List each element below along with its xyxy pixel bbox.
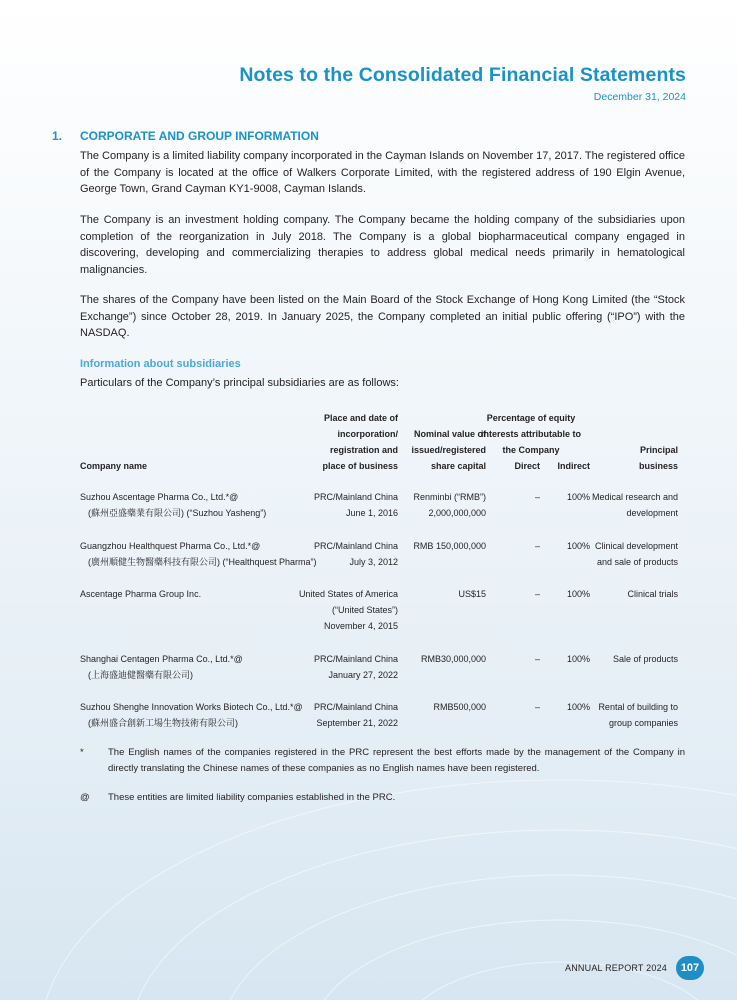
cell-nominal (376, 489, 486, 521)
footnote (80, 745, 685, 777)
intro-text: Particulars of the Company’s principal subsidiaries are as follows: (80, 377, 399, 389)
business-line: Sale of products (612, 654, 678, 664)
cell-indirect: 100% (566, 541, 590, 551)
cell-nominal (376, 586, 486, 602)
paragraph-listing: The shares of the Company have been listed on the Main Board of the Stock Exchange of Hong Kong Limited (the “Stock Exchange”) since October 28, 2019. In January 2025, the Company completed an initial public offering (“IPO”) with the NASDAQ. (80, 294, 685, 340)
cell-direct: – (534, 654, 540, 664)
table-row (80, 538, 678, 586)
header-nominal-line: issued/registered (411, 445, 486, 455)
company-name-en: Shanghai Centagen Pharma Co., Ltd.*@ (80, 654, 243, 664)
subheading-subsidiaries: Information about subsidiaries (80, 358, 241, 370)
business-line: group companies (608, 718, 678, 728)
footnote-text: These entities are limited liability companies established in the PRC. (108, 792, 396, 803)
place-line: PRC/Mainland China (313, 492, 398, 502)
table-header (80, 410, 678, 474)
footnote-text: The English names of the companies registered in the PRC represent the best efforts made by the management of the Company in directly translating the Chinese names of these companies as no English names have been registered. (108, 747, 685, 774)
header-business-line: business (638, 461, 678, 471)
header-equity-line: Percentage of equity (486, 413, 576, 423)
company-name-cn: (蘇州盛合創新工場生物技術有限公司) (88, 718, 238, 728)
date-line: November 4, 2015 (323, 621, 398, 631)
header-business (588, 442, 678, 474)
paragraph-business: The Company is an investment holding company. The Company became the holding company of the subsidiaries upon completion of the reorganization in July 2018. The Company is a global biopharmaceutical company engaged in discovering, developing and commercializing therapies to address global medical needs primarily in hematological malignancies. (80, 214, 685, 276)
cell-indirect: 100% (566, 492, 590, 502)
place-line: (“United States”) (331, 605, 398, 615)
place-line: PRC/Mainland China (313, 541, 398, 551)
footnote-mark: * (80, 747, 84, 758)
company-name-en: Guangzhou Healthquest Pharma Co., Ltd.*@ (80, 541, 261, 551)
cell-business (588, 538, 678, 570)
cell-nominal (376, 699, 486, 715)
company-name-cn: (蘇州亞盛藥業有限公司) (“Suzhou Yasheng”) (88, 508, 267, 518)
cell-nominal (376, 651, 486, 667)
cell-direct: – (534, 492, 540, 502)
nominal-line: 2,000,000,000 (428, 508, 486, 518)
section-heading (52, 129, 319, 143)
header-business-line: Principal (639, 445, 678, 455)
place-line: PRC/Mainland China (313, 702, 398, 712)
nominal-line: US$15 (458, 589, 486, 599)
company-name-en: Suzhou Ascentage Pharma Co., Ltd.*@ (80, 492, 239, 502)
cell-direct: – (534, 702, 540, 712)
business-line: development (626, 508, 678, 518)
page-number-badge: 107 (676, 956, 704, 980)
page-date: December 31, 2024 (593, 91, 686, 103)
place-line: PRC/Mainland China (313, 654, 398, 664)
date-line: January 27, 2022 (328, 670, 398, 680)
company-name-cn: (廣州順健生物醫藥科技有限公司) (“Healthquest Pharma”) (88, 557, 317, 567)
date-line: June 1, 2016 (345, 508, 398, 518)
cell-business (588, 586, 678, 602)
footnote-mark: @ (80, 792, 90, 803)
header-nominal-line: share capital (430, 461, 486, 471)
header-indirect: Indirect (557, 461, 590, 471)
nominal-line: RMB500,000 (433, 702, 486, 712)
header-place-line: Place and date of (323, 413, 398, 423)
cell-business (588, 489, 678, 521)
date-line: September 21, 2022 (316, 718, 398, 728)
section-number: 1. (52, 129, 63, 143)
cell-indirect: 100% (566, 589, 590, 599)
header-nominal (376, 426, 486, 474)
date-line: July 3, 2012 (349, 557, 398, 567)
company-name-en: Ascentage Pharma Group Inc. (80, 589, 202, 599)
nominal-line: RMB 150,000,000 (413, 541, 486, 551)
cell-business (588, 699, 678, 731)
header-equity (476, 410, 586, 458)
cell-business (588, 651, 678, 667)
cell-direct: – (534, 589, 540, 599)
company-name-en: Suzhou Shenghe Innovation Works Biotech Co., Ltd.*@ (80, 702, 303, 712)
header-place-line: incorporation/ (337, 429, 398, 439)
nominal-line: RMB30,000,000 (420, 654, 486, 664)
footnote (80, 790, 685, 806)
place-line: United States of America (298, 589, 398, 599)
cell-nominal (376, 538, 486, 554)
cell-direct: – (534, 541, 540, 551)
business-line: Medical research and (591, 492, 678, 502)
table-row (80, 489, 678, 537)
header-company-name: Company name (80, 461, 148, 471)
table-row (80, 651, 678, 699)
cell-indirect: 100% (566, 654, 590, 664)
header-place-line: registration and (329, 445, 398, 455)
header-direct: Direct (514, 461, 540, 471)
cell-indirect: 100% (566, 702, 590, 712)
section-heading-text: CORPORATE AND GROUP INFORMATION (80, 129, 319, 143)
page-title: Notes to the Consolidated Financial Statements (239, 64, 686, 86)
table-row (80, 699, 678, 747)
header-equity-line: the Company (502, 445, 560, 455)
business-line: Clinical development (594, 541, 678, 551)
business-line: Clinical trials (627, 589, 678, 599)
nominal-line: Renminbi (“RMB”) (413, 492, 486, 502)
business-line: and sale of products (596, 557, 678, 567)
company-name-cn: (上海盛迪健醫藥有限公司) (88, 670, 193, 680)
business-line: Rental of building to (598, 702, 678, 712)
paragraph-incorporation: The Company is a limited liability company incorporated in the Cayman Islands on November 17, 2017. The registered office of the Company is located at the office of Walkers Corporate Limited, with the registered address of 190 Elgin Avenue, George Town, Grand Cayman KY1-9008, Cayman Islands. (80, 150, 685, 196)
header-place-line: place of business (322, 461, 398, 471)
header-nominal-line: Nominal value of (413, 429, 486, 439)
header-equity-line: interests attributable to (480, 429, 581, 439)
table-row (80, 586, 678, 634)
footer-label: ANNUAL REPORT 2024 (565, 963, 667, 973)
